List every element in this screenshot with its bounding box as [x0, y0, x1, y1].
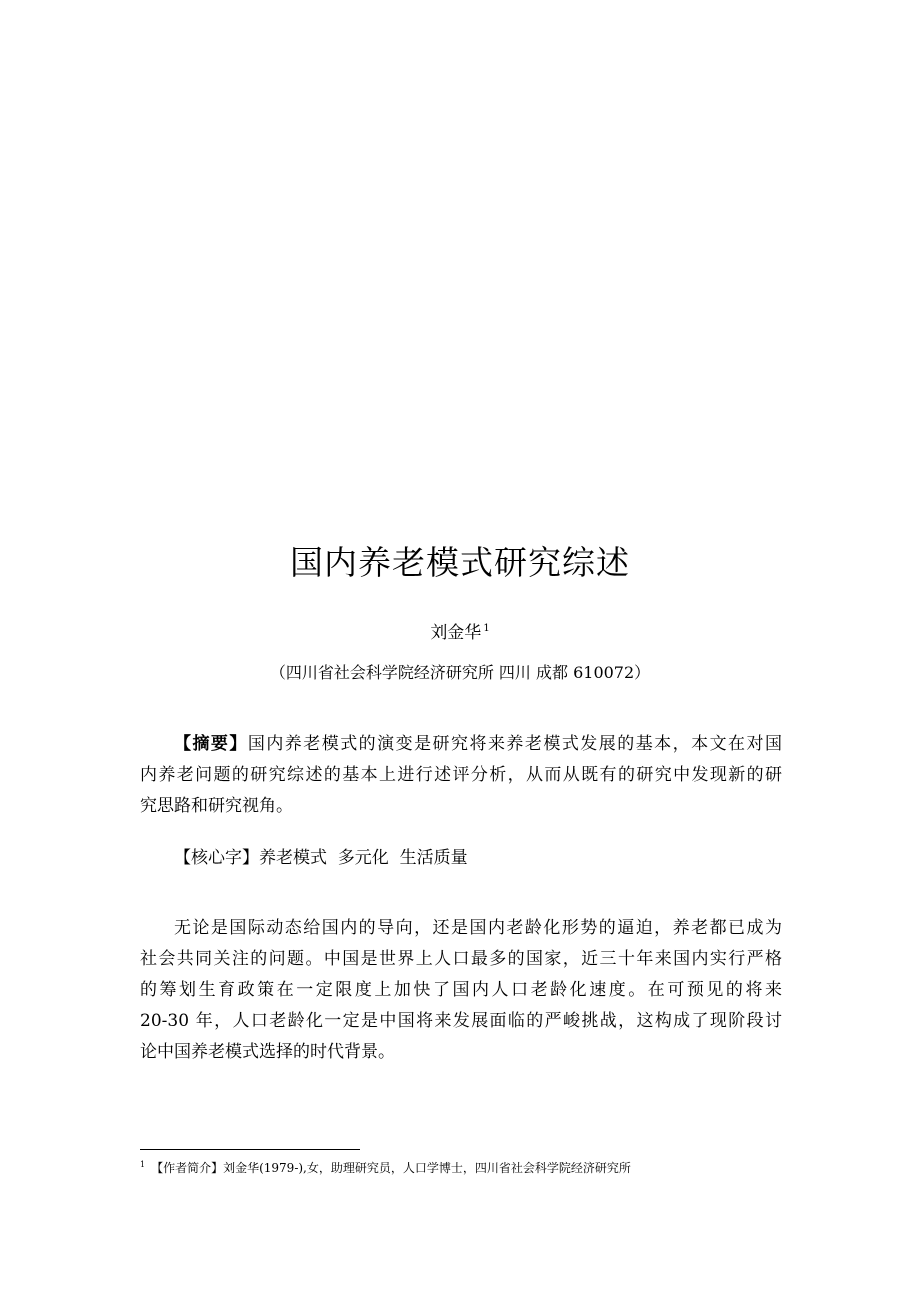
- abstract-line: 内养老问题的研究综述的基本上进行述评分析，从而从既有的研究中发现新的研: [140, 765, 782, 785]
- keywords-line: [140, 843, 782, 874]
- abstract-label: 【摘要】: [174, 734, 248, 754]
- keywords-text: 养老模式 多元化 生活质量: [259, 848, 468, 868]
- body-line: 论中国养老模式选择的时代背景。: [140, 1042, 395, 1062]
- footnote-text: 【作者简介】刘金华(1979-),女，助理研究员，人口学博士，四川省社会科学院经济研究所: [151, 1161, 631, 1175]
- author-affiliation: （四川省社会科学院经济研究所 四川 成都 610072）: [269, 663, 651, 682]
- body-paragraph: [140, 913, 782, 1068]
- abstract-text: 国内养老模式的演变是研究将来养老模式发展的基本，本文在对国: [247, 734, 782, 754]
- footnote: [140, 1158, 780, 1178]
- author-line: [0, 620, 920, 646]
- body-line: 的筹划生育政策在一定限度上加快了国内人口老龄化速度。在可预见的将来: [140, 980, 782, 1000]
- footnote-mark: 1: [140, 1160, 146, 1169]
- keywords-label: 【核心字】: [174, 848, 259, 868]
- abstract-line: [140, 729, 782, 760]
- footnote-separator: [140, 1149, 360, 1150]
- body-line: 20-30 年，人口老龄化一定是中国将来发展面临的严峻挑战，这构成了现阶段讨: [140, 1011, 782, 1031]
- abstract-paragraph: [140, 729, 782, 822]
- document-title: 国内养老模式研究综述: [290, 543, 630, 582]
- keywords-paragraph: [140, 843, 782, 874]
- author-name: 刘金华: [430, 623, 482, 643]
- body-line: 社会共同关注的问题。中国是世界上人口最多的国家，近三十年来国内实行严格: [140, 949, 782, 969]
- abstract-line: 究思路和研究视角。: [140, 796, 293, 816]
- body-line: 无论是国际动态给国内的导向，还是国内老龄化形势的逼迫，养老都已成为: [174, 918, 782, 938]
- author-footnote-mark: 1: [483, 623, 490, 635]
